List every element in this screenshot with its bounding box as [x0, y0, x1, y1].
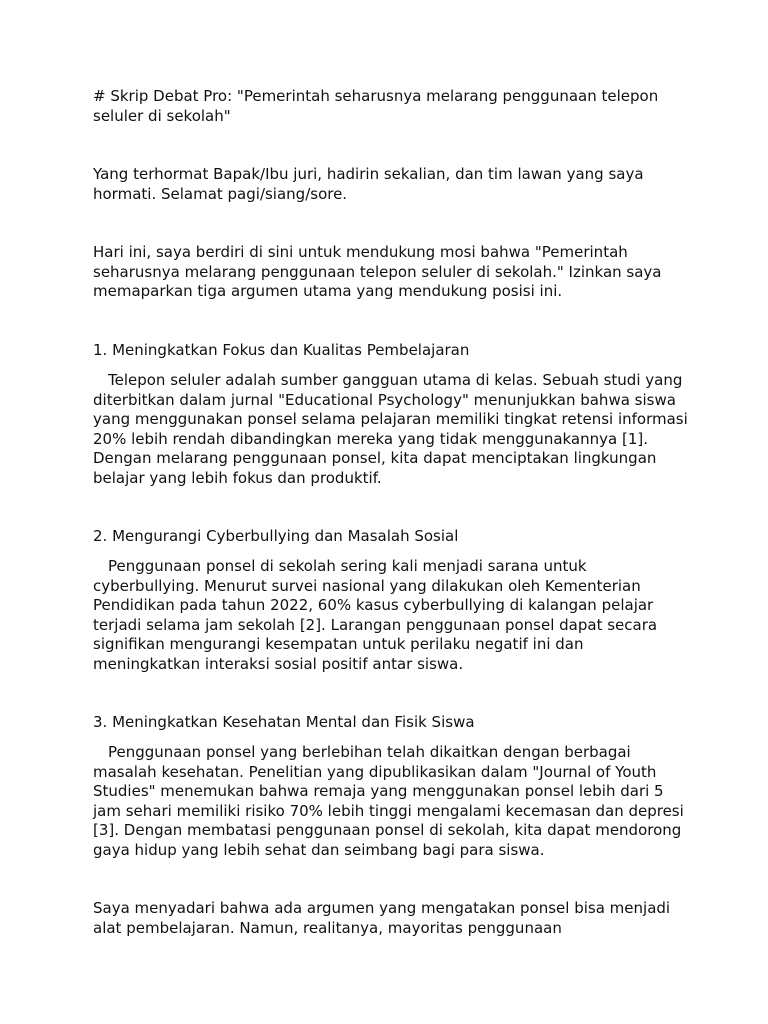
- argument-2-heading: 2. Mengurangi Cyberbullying dan Masalah Sosial: [93, 527, 459, 545]
- document-title: # Skrip Debat Pro: "Pemerintah seharusnya melarang penggunaan telepon seluler di sekolah": [93, 87, 659, 125]
- argument-3-heading: 3. Meningkatkan Kesehatan Mental dan Fisik Siswa: [93, 713, 475, 731]
- argument-1-heading: 1. Meningkatkan Fokus dan Kualitas Pembelajaran: [93, 341, 470, 359]
- argument-3-body: Penggunaan ponsel yang berlebihan telah dikaitkan dengan berbagai masalah kesehatan. Penelitian yang dipublikasikan dalam "Journal of Youth Studies" menemukan bahwa remaja yang menggunakan ponsel lebih dari 5 jam sehari memiliki risiko 70% lebih tinggi mengalami kecemasan dan depresi [3]. Dengan membatasi penggunaan ponsel di sekolah, kita dapat mendorong gaya hidup yang lebih sehat dan seimbang bagi para siswa.: [93, 743, 684, 859]
- greeting-paragraph: Yang terhormat Bapak/Ibu juri, hadirin sekalian, dan tim lawan yang saya hormati. Selamat pagi/siang/sore.: [93, 165, 644, 203]
- intro-paragraph: Hari ini, saya berdiri di sini untuk mendukung mosi bahwa "Pemerintah seharusnya melarang penggunaan telepon seluler di sekolah." Izinkan saya memaparkan tiga argumen utama yang mendukung posisi ini.: [93, 243, 662, 300]
- argument-1-body: Telepon seluler adalah sumber gangguan utama di kelas. Sebuah studi yang diterbitkan dalam jurnal "Educational Psychology" menunjukkan bahwa siswa yang menggunakan ponsel selama pelajaran memiliki tingkat retensi informasi 20% lebih rendah dibandingkan mereka yang tidak menggunakannya [1]. Dengan melarang penggunaan ponsel, kita dapat menciptakan lingkungan belajar yang lebih fokus dan produktif.: [93, 371, 688, 487]
- rebuttal-paragraph: Saya menyadari bahwa ada argumen yang mengatakan ponsel bisa menjadi alat pembelajaran. Namun, realitanya, mayoritas penggunaan: [93, 899, 671, 937]
- argument-2-body: Penggunaan ponsel di sekolah sering kali menjadi sarana untuk cyberbullying. Menurut survei nasional yang dilakukan oleh Kementerian Pendidikan pada tahun 2022, 60% kasus cyberbullying di kalangan pelajar terjadi selama jam sekolah [2]. Larangan penggunaan ponsel dapat secara signifikan mengurangi kesempatan untuk perilaku negatif ini dan meningkatkan interaksi sosial positif antar siswa.: [93, 557, 658, 673]
